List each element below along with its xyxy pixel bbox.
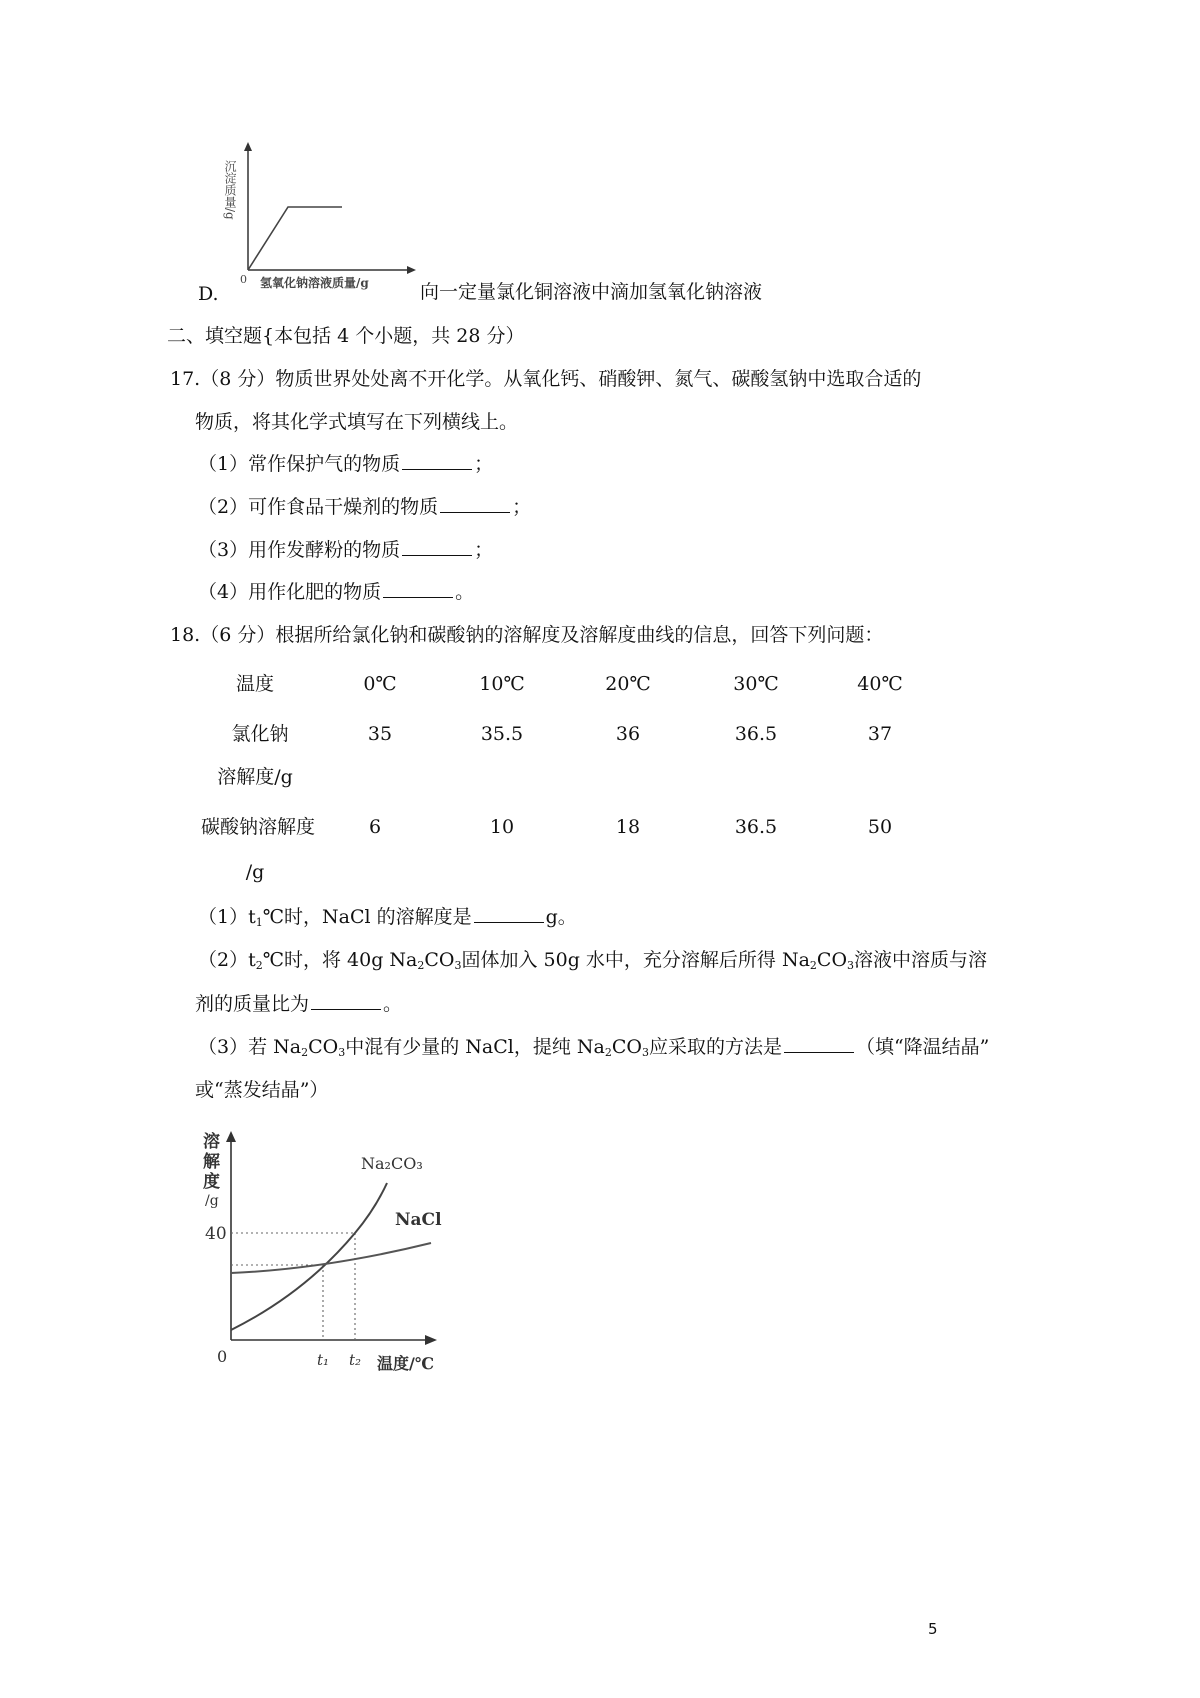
option-d-caption: 向一定量氯化铜溶液中滴加氢氧化钠溶液 bbox=[420, 281, 763, 303]
table-temp: 30℃ bbox=[733, 673, 779, 695]
q17-stem-line2: 物质，将其化学式填写在下列横线上。 bbox=[195, 411, 519, 433]
table-cell: 36.5 bbox=[734, 816, 778, 838]
table-temp: 10℃ bbox=[479, 673, 525, 695]
subscript: 1 bbox=[255, 916, 263, 929]
x-axis-arrow bbox=[407, 266, 416, 274]
q18-sub2-line1 bbox=[198, 948, 987, 978]
y-label-char: 度 bbox=[203, 1172, 220, 1192]
text: （3）若 Na bbox=[198, 1036, 302, 1058]
x-axis-arrow bbox=[425, 1335, 437, 1345]
table-cell: 35.5 bbox=[480, 723, 524, 745]
text: CO bbox=[611, 1036, 642, 1058]
row1-label-unit: 溶解度/g bbox=[217, 766, 293, 788]
q18-sub3-line2: 或“蒸发结晶”） bbox=[195, 1079, 329, 1101]
subscript: 3 bbox=[641, 1046, 649, 1059]
text: （2）t bbox=[198, 949, 256, 971]
page-number: 5 bbox=[928, 1620, 938, 1638]
subscript: 2 bbox=[604, 1046, 612, 1059]
q18-sub3-line1 bbox=[198, 1035, 989, 1065]
table-temp: 20℃ bbox=[605, 673, 651, 695]
q17-item-1 bbox=[198, 452, 493, 476]
q17-item-4-end: 。 bbox=[455, 581, 475, 603]
table-header-label: 温度 bbox=[235, 673, 274, 695]
y-label-char: /g bbox=[205, 1193, 219, 1209]
table-cell: 50 bbox=[867, 816, 893, 838]
q17-item-1-text: （1）常作保护气的物质 bbox=[198, 453, 401, 475]
table-cell: 10 bbox=[489, 816, 515, 838]
table-cell: 37 bbox=[867, 723, 893, 745]
text: （1）t bbox=[198, 906, 256, 928]
text: CO bbox=[816, 949, 848, 971]
q17-item-3-text: （3）用作发酵粉的物质 bbox=[198, 539, 401, 561]
subscript: 3 bbox=[338, 1046, 346, 1059]
answer-blank[interactable] bbox=[311, 993, 381, 1010]
x-axis-label: 温度/℃ bbox=[377, 1354, 435, 1373]
table-temp: 40℃ bbox=[857, 673, 903, 695]
text: g。 bbox=[545, 906, 577, 928]
t1-label: t₁ bbox=[317, 1351, 330, 1369]
subscript: 2 bbox=[417, 959, 425, 972]
q17-item-3 bbox=[198, 538, 493, 562]
y-tick-40: 40 bbox=[205, 1224, 227, 1244]
row1-label: 氯化钠 bbox=[231, 723, 289, 745]
q18-stem: 18.（6 分）根据所给氯化钠和碳酸钠的溶解度及溶解度曲线的信息，回答下列问题： bbox=[170, 624, 884, 646]
nacl-label: NaCl bbox=[395, 1210, 442, 1230]
table-cell: 18 bbox=[615, 816, 641, 838]
q17-item-1-end: ； bbox=[474, 453, 494, 475]
origin-label: 0 bbox=[240, 273, 247, 286]
answer-blank[interactable] bbox=[784, 1036, 854, 1053]
text: 应采取的方法是 bbox=[648, 1036, 782, 1058]
origin-label: 0 bbox=[217, 1347, 228, 1366]
text: （填“降温结晶” bbox=[855, 1036, 990, 1058]
na2co3-label: Na₂CO₃ bbox=[361, 1154, 423, 1173]
answer-blank[interactable] bbox=[440, 496, 510, 513]
table-cell: 6 bbox=[368, 816, 382, 838]
na2co3-curve bbox=[231, 1183, 387, 1330]
q17-item-4 bbox=[198, 580, 474, 604]
section-heading: 二、填空题{本包括 4 个小题，共 28 分） bbox=[167, 325, 525, 347]
text: CO bbox=[308, 1036, 339, 1058]
t2-label: t₂ bbox=[349, 1351, 362, 1369]
q17-item-2-text: （2）可作食品干燥剂的物质 bbox=[198, 496, 439, 518]
text: 剂的质量比为 bbox=[195, 993, 310, 1015]
subscript: 2 bbox=[809, 959, 817, 972]
text: 中混有少量的 NaCl，提纯 Na bbox=[345, 1036, 605, 1058]
y-axis-arrow bbox=[244, 142, 252, 151]
option-d-letter: D. bbox=[198, 283, 219, 305]
y-axis-arrow bbox=[226, 1131, 236, 1142]
q17-item-3-end: ； bbox=[474, 539, 494, 561]
text: 溶液中溶质与溶 bbox=[854, 949, 988, 971]
text: ℃时，将 40g Na bbox=[262, 949, 418, 971]
answer-blank[interactable] bbox=[402, 539, 472, 556]
table-cell: 36.5 bbox=[734, 723, 778, 745]
row2-label: 碳酸钠溶解度 bbox=[200, 816, 315, 838]
subscript: 2 bbox=[301, 1046, 309, 1059]
y-label-char: 解 bbox=[203, 1152, 220, 1172]
solubility-graph bbox=[195, 1125, 460, 1385]
text: 固体加入 50g 水中，充分溶解后所得 Na bbox=[461, 949, 810, 971]
table-temp: 0℃ bbox=[363, 673, 397, 695]
q18-sub1 bbox=[198, 905, 577, 935]
answer-blank[interactable] bbox=[402, 453, 472, 470]
text: ℃时，NaCl 的溶解度是 bbox=[262, 906, 472, 928]
y-label-char: 溶 bbox=[203, 1132, 220, 1152]
q17-item-2 bbox=[198, 495, 531, 519]
subscript: 3 bbox=[454, 959, 462, 972]
answer-blank[interactable] bbox=[474, 906, 544, 923]
y-axis-label: 沉淀质量/g bbox=[223, 160, 237, 220]
q18-sub2-line2 bbox=[195, 992, 402, 1016]
precipitate-graph bbox=[223, 140, 420, 300]
precipitate-curve bbox=[248, 207, 342, 270]
text: CO bbox=[424, 949, 455, 971]
q17-item-2-end: ； bbox=[512, 496, 532, 518]
row2-label-unit: /g bbox=[245, 861, 265, 883]
text: 。 bbox=[383, 993, 403, 1015]
table-cell: 35 bbox=[367, 723, 393, 745]
answer-blank[interactable] bbox=[383, 581, 453, 598]
q17-stem-line1: 17.（8 分）物质世界处处离不开化学。从氧化钙、硝酸钾、氮气、碳酸氢钠中选取合适的 bbox=[170, 368, 922, 390]
x-axis-label: 氢氧化钠溶液质量/g bbox=[260, 276, 369, 290]
table-cell: 36 bbox=[615, 723, 641, 745]
subscript: 2 bbox=[255, 959, 263, 972]
subscript: 3 bbox=[847, 959, 855, 972]
q17-item-4-text: （4）用作化肥的物质 bbox=[198, 581, 382, 603]
